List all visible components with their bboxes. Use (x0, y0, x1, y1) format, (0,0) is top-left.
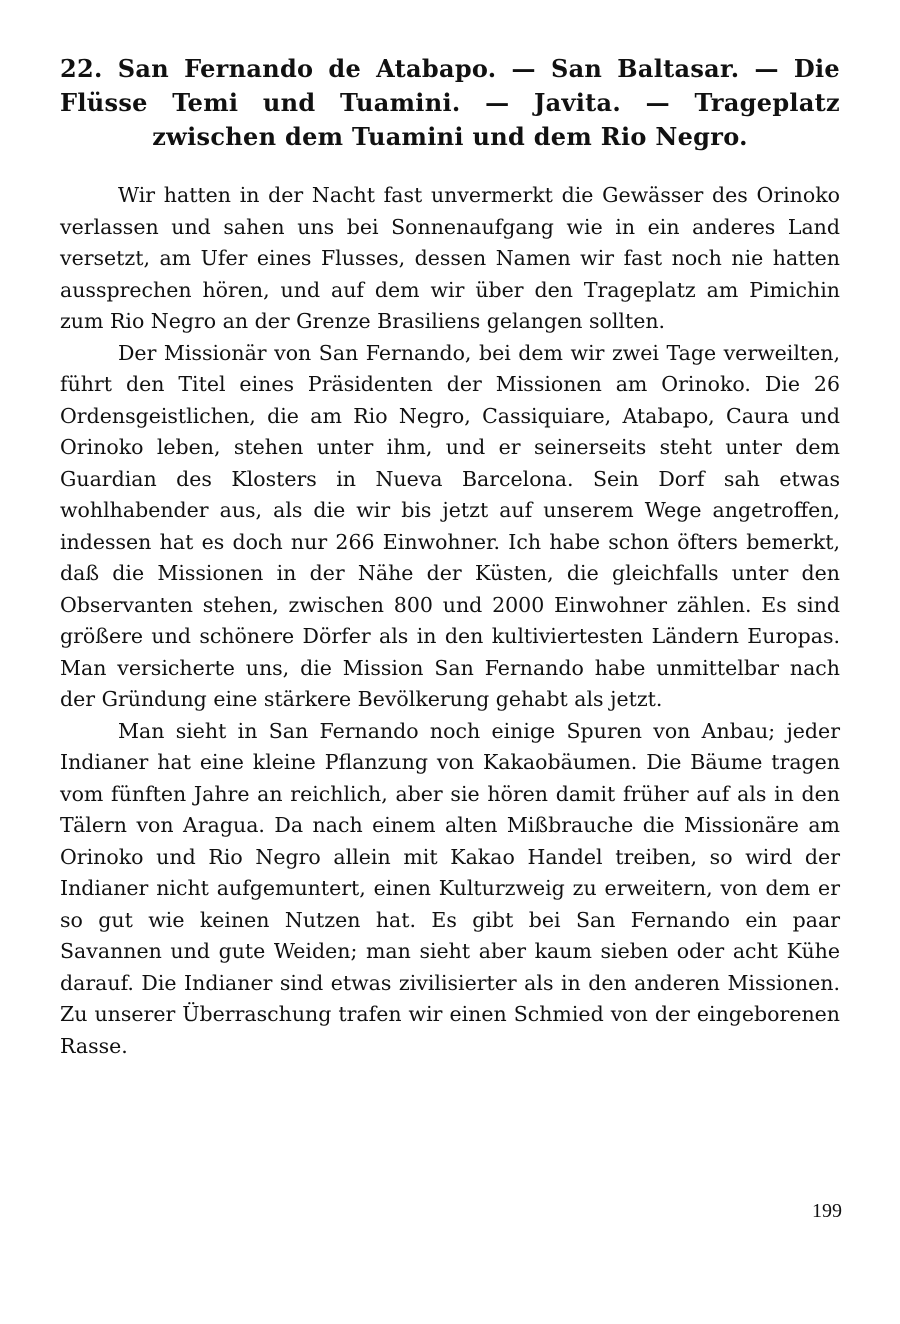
paragraph-1: Wir hatten in der Nacht fast unvermerkt die Gewässer des Orinoko verlassen und sahen uns bei Sonnenaufgang wie in ein anderes Land versetzt, am Ufer eines Flusses, dessen Namen wir fast noch nie hatten aussprechen hören, und auf dem wir über den Trageplatz am Pimichin zum Rio Negro an der Grenze Brasiliens gelangen sollten. (60, 183, 840, 333)
paragraph-2: Der Missionär von San Fernando, bei dem wir zwei Tage verweilten, führt den Titel eines Präsidenten der Missionen am Orinoko. Die 26 Ordensgeistlichen, die am Rio Negro, Cassiquiare, Atabapo, Caura und Orinoko leben, stehen unter ihm, und er seinerseits steht unter dem Guardian des Klosters in Nueva Barcelona. Sein Dorf sah etwas wohlhabender aus, als die wir bis jetzt auf unserem Wege angetroffen, indessen hat es doch nur 266 Einwohner. Ich habe schon öfters bemerkt, daß die Missionen in der Nähe der Küsten, die gleichfalls unter den Observanten stehen, zwischen 800 und 2000 Einwohner zählen. Es sind größere und schönere Dörfer als in den kultiviertesten Ländern Europas. Man versicherte uns, die Mission San Fernando habe unmittelbar nach der Gründung eine stärkere Bevölkerung gehabt als jetzt. (60, 340, 840, 711)
page-number: 199 (812, 1200, 842, 1222)
chapter-heading: 22. San Fernando de Atabapo. — San Baltasar. — Die Flüsse Temi und Tuamini. — Javita. — Trageplatz zwischen dem Tuamini und dem Rio Negro. (60, 54, 840, 151)
paragraph-3: Man sieht in San Fernando noch einige Spuren von Anbau; jeder Indianer hat eine kleine Pflanzung von Kakaobäumen. Die Bäume tragen vom fünften Jahre an reichlich, aber sie hören damit früher auf als in den Tälern von Aragua. Da nach einem alten Mißbrauche die Missionäre am Orinoko und Rio Negro allein mit Kakao Handel treiben, so wird der Indianer nicht aufgemuntert, einen Kulturzweig zu erweitern, von dem er so gut wie keinen Nutzen hat. Es gibt bei San Fernando ein paar Savannen und gute Weiden; man sieht aber kaum sieben oder acht Kühe darauf. Die Indianer sind etwas zivilisierter als in den anderen Missionen. Zu unserer Überraschung trafen wir einen Schmied von der eingeborenen Rasse. (60, 718, 840, 1058)
book-page (60, 52, 840, 1062)
